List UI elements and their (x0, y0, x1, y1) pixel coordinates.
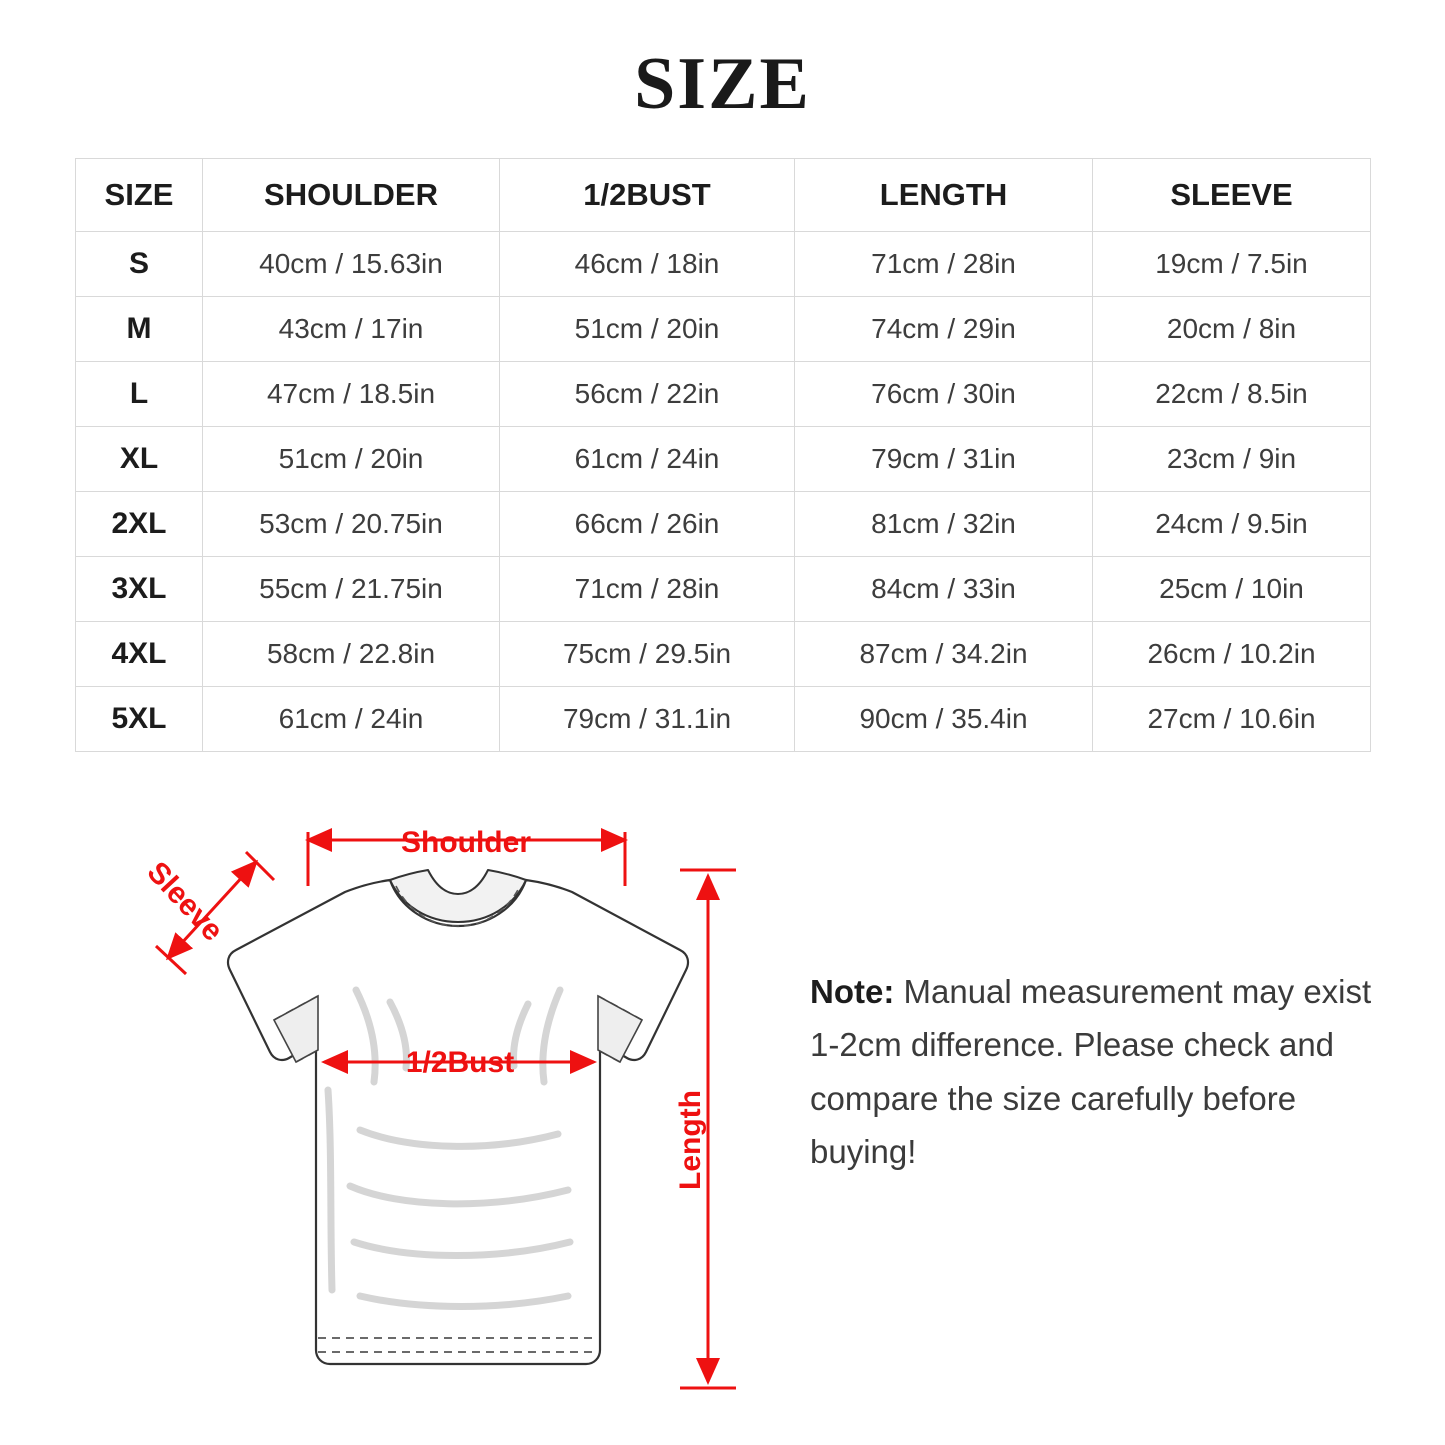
cell-length: 90cm / 35.4in (795, 687, 1093, 752)
cell-sleeve: 19cm / 7.5in (1093, 232, 1371, 297)
column-header-bust: 1/2BUST (500, 159, 795, 232)
page-title: SIZE (634, 43, 811, 125)
length-label: Length (674, 1090, 707, 1190)
shoulder-label: Shoulder (400, 826, 532, 859)
cell-bust: 56cm / 22in (500, 362, 795, 427)
table-row (76, 232, 1371, 297)
table-row (76, 622, 1371, 687)
note-block (810, 965, 1390, 1179)
cell-size: XL (76, 427, 203, 492)
cell-bust: 79cm / 31.1in (500, 687, 795, 752)
cell-sleeve: 23cm / 9in (1093, 427, 1371, 492)
column-header-sleeve: SLEEVE (1093, 159, 1371, 232)
column-header-shoulder: SHOULDER (203, 159, 500, 232)
table-header-row (76, 159, 1371, 232)
measurement-diagram (60, 790, 800, 1410)
cell-size: L (76, 362, 203, 427)
cell-length: 84cm / 33in (795, 557, 1093, 622)
cell-sleeve: 20cm / 8in (1093, 297, 1371, 362)
cell-shoulder: 55cm / 21.75in (203, 557, 500, 622)
cell-sleeve: 24cm / 9.5in (1093, 492, 1371, 557)
cell-shoulder: 51cm / 20in (203, 427, 500, 492)
cell-sleeve: 25cm / 10in (1093, 557, 1371, 622)
table-row (76, 362, 1371, 427)
table-row (76, 297, 1371, 362)
cell-sleeve: 27cm / 10.6in (1093, 687, 1371, 752)
cell-size: 2XL (76, 492, 203, 557)
cell-size: S (76, 232, 203, 297)
size-chart-table (75, 158, 1371, 752)
cell-bust: 71cm / 28in (500, 557, 795, 622)
cell-bust: 75cm / 29.5in (500, 622, 795, 687)
cell-shoulder: 47cm / 18.5in (203, 362, 500, 427)
cell-shoulder: 40cm / 15.63in (203, 232, 500, 297)
cell-length: 74cm / 29in (795, 297, 1093, 362)
cell-sleeve: 26cm / 10.2in (1093, 622, 1371, 687)
cell-bust: 51cm / 20in (500, 297, 795, 362)
cell-shoulder: 61cm / 24in (203, 687, 500, 752)
cell-sleeve: 22cm / 8.5in (1093, 362, 1371, 427)
cell-size: 5XL (76, 687, 203, 752)
table-row (76, 687, 1371, 752)
note-label: Note: (810, 973, 895, 1010)
tshirt-illustration (228, 870, 688, 1364)
cell-shoulder: 53cm / 20.75in (203, 492, 500, 557)
cell-length: 71cm / 28in (795, 232, 1093, 297)
column-header-size: SIZE (76, 159, 203, 232)
cell-bust: 46cm / 18in (500, 232, 795, 297)
cell-length: 79cm / 31in (795, 427, 1093, 492)
cell-length: 87cm / 34.2in (795, 622, 1093, 687)
cell-size: M (76, 297, 203, 362)
cell-size: 3XL (76, 557, 203, 622)
cell-shoulder: 58cm / 22.8in (203, 622, 500, 687)
table-row (76, 427, 1371, 492)
column-header-length: LENGTH (795, 159, 1093, 232)
table-row (76, 492, 1371, 557)
bust-label: 1/2Bust (405, 1046, 515, 1079)
cell-bust: 66cm / 26in (500, 492, 795, 557)
cell-shoulder: 43cm / 17in (203, 297, 500, 362)
cell-length: 81cm / 32in (795, 492, 1093, 557)
table-row (76, 557, 1371, 622)
sleeve-label: Sleeve (140, 855, 230, 948)
cell-size: 4XL (76, 622, 203, 687)
note-text: Manual measurement may exist 1-2cm difference. Please check and compare the size carefully before buying! (810, 973, 1372, 1171)
cell-length: 76cm / 30in (795, 362, 1093, 427)
cell-bust: 61cm / 24in (500, 427, 795, 492)
